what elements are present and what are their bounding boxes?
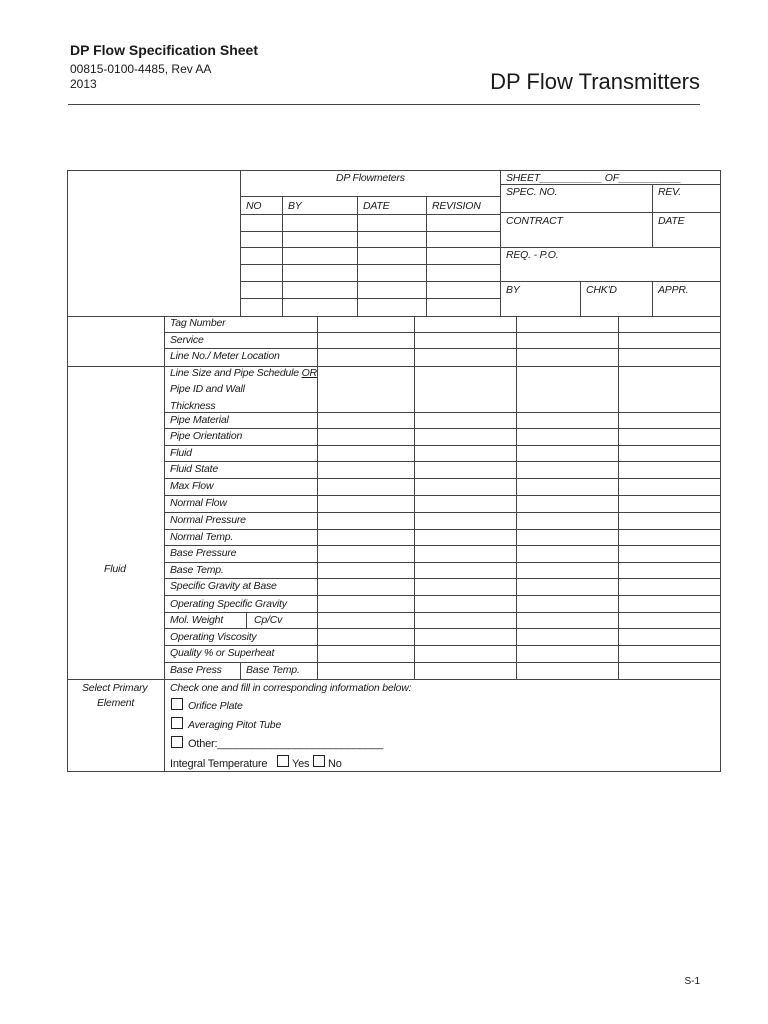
integral-temp-no-checkbox[interactable] [313,755,325,767]
row-label: Pipe Orientation [170,430,243,442]
section-title: DP Flow Transmitters [490,69,700,94]
integral-temp-no-label: No [328,758,342,770]
row-label: Base Temp. [246,664,300,676]
rev-label: REV. [658,186,681,198]
revision-header-revision: REVISION [432,200,481,212]
revision-header-no: NO [246,200,262,212]
row-label: Quality % or Superheat [170,647,275,659]
row-label: Fluid [170,447,192,459]
section-label-select-primary: Select Primary [82,682,148,694]
other-checkbox[interactable] [171,736,183,748]
spec-no-label: SPEC. NO. [506,186,558,198]
sheet-label: SHEET___________ OF___________ [506,172,681,184]
integral-temp-label: Integral Temperature [170,758,268,770]
integral-temp-yes-checkbox[interactable] [277,755,289,767]
page-number: S-1 [684,976,700,987]
averaging-pitot-label: Averaging Pitot Tube [188,719,282,731]
doc-year: 2013 [70,77,97,91]
req-po-label: REQ. - P.O. [506,249,559,261]
row-label: Base Pressure [170,547,237,559]
contract-label: CONTRACT [506,215,563,227]
orifice-plate-label: Orifice Plate [188,700,243,712]
dp-flowmeters-label: DP Flowmeters [336,172,405,184]
appr-label: APPR. [658,284,689,296]
row-label: Operating Viscosity [170,631,257,643]
doc-number: 00815-0100-4485, Rev AA [70,62,212,76]
averaging-pitot-checkbox[interactable] [171,717,183,729]
row-label: Specific Gravity at Base [170,580,277,592]
section-label-fluid: Fluid [104,563,126,575]
integral-temp-yes-label: Yes [292,758,310,770]
row-label: Tag Number [170,317,226,329]
revision-header-by: BY [288,200,302,212]
date-label: DATE [658,215,685,227]
row-label: Cp/Cv [254,614,283,626]
revision-header-date: DATE [363,200,390,212]
row-label: Line Size and Pipe Schedule OR [170,367,317,379]
section-label-element: Element [97,697,135,709]
chkd-label: CHK'D [586,284,617,296]
orifice-plate-checkbox[interactable] [171,698,183,710]
row-label: Service [170,334,204,346]
row-label: Normal Flow [170,497,227,509]
doc-title: DP Flow Specification Sheet [70,42,259,58]
row-label: Base Press [170,664,222,676]
by-label: BY [506,284,520,296]
row-label: Line No./ Meter Location [170,350,280,362]
row-label: Normal Temp. [170,531,234,543]
row-label: Operating Specific Gravity [170,598,287,610]
row-label: Normal Pressure [170,514,246,526]
row-label: Thickness [170,400,216,412]
header-divider [68,104,700,105]
primary-instruction: Check one and fill in corresponding information below: [170,682,412,694]
row-label: Mol. Weight [170,614,224,626]
row-label: Pipe Material [170,414,229,426]
row-label: Max Flow [170,480,214,492]
row-label: Pipe ID and Wall [170,383,245,395]
row-label: Base Temp. [170,564,224,576]
row-label: Fluid State [170,463,218,475]
other-label: Other:____________________________ [188,738,384,750]
